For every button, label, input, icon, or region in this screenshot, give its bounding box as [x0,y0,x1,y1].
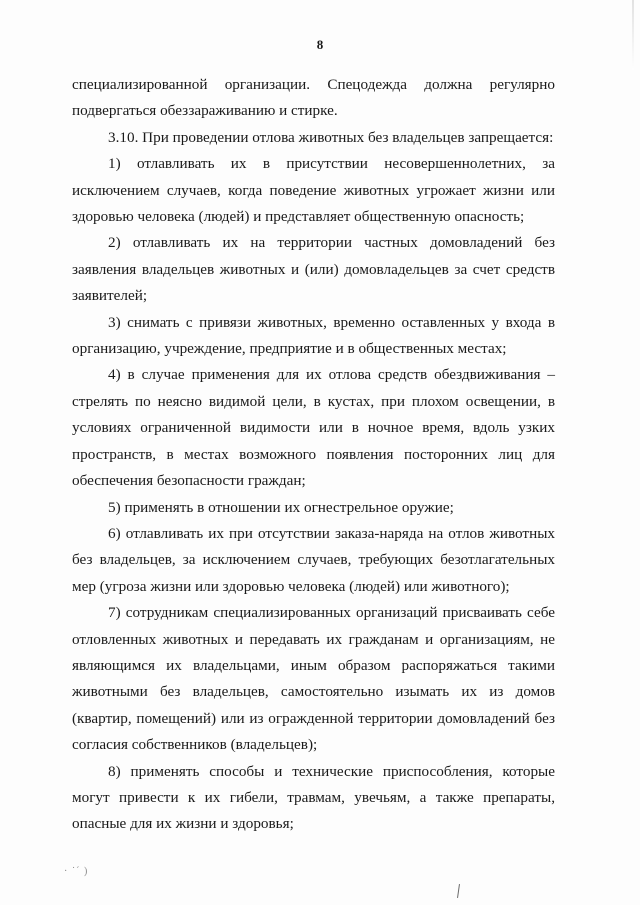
paragraph-item-1: 1) отлавливать их в присутствии несовершеннолетних, за исключением случаев, когда поведение животных угрожает жизни или здоровью человека (людей) и представляет общественную опасность; [72,155,555,226]
scan-artifact-stroke [457,884,460,898]
paragraph-item-2: 2) отлавливать их на территории частных домовладений без заявления владельцев животных и (или) домовладельцев за счет средств заявителей; [72,234,555,305]
paragraph-item-7: 7) сотрудникам специализированных организаций присваивать себе отловленных животных и передавать их гражданам и организациям, не являющимся их владельцами, иным образом распоряжаться такими животными без владельцев, самостоятельно изымать их из домов (квартир, помещений) или из огражденной территории домовладений без согласия собственников (владельцев); [72,604,555,754]
paragraph-item-3: 3) снимать с привязи животных, временно оставленных у входа в организацию, учреждение, предприятие и в общественных местах; [72,313,555,358]
paragraph-item-6: 6) отлавливать их при отсутствии заказа-наряда на отлов животных без владельцев, за исключением случаев, требующих безотлагательных мер (угроза жизни или здоровью человека (людей) или животного); [72,524,555,595]
paragraph-item-5: 5) применять в отношении их огнестрельное оружие; [108,498,454,516]
page-number: 8 [316,37,324,52]
paragraph-item-4: 4) в случае применения для их отлова средств обездвиживания – стрелять по неясно видимой цели, в кустах, при плохом освещении, в условиях ограниченной видимости или в ночное время, вдоль узких пространств, в местах возможного появления посторонних лиц для обеспечения безопасности граждан; [72,366,555,490]
document-body [72,72,555,838]
paragraph-section-3-10: 3.10. При проведении отлова животных без владельцев запрещается: [108,128,554,146]
paragraph-item-8: 8) применять способы и технические приспособления, которые могут привести к их гибели, травмам, увечьям, а также препараты, опасные для их жизни и здоровья; [72,762,555,833]
paragraph-continuation: специализированной организации. Спецодежда должна регулярно подвергаться обеззараживанию и стирке. [72,76,555,120]
scan-artifact-mark: · ˙ˊ ) [64,866,89,877]
scan-edge-shadow [632,0,634,70]
